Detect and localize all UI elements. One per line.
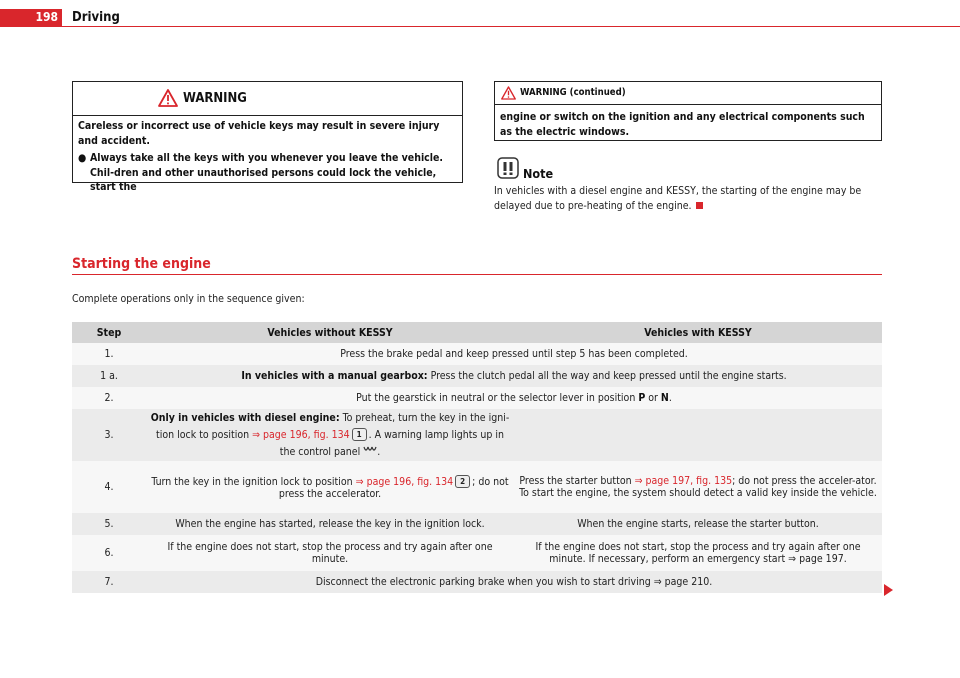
step-text-a: Turn the key in the ignition lock to position — [151, 475, 356, 488]
glow-plug-warning-icon — [363, 445, 377, 454]
step-number: 6. — [72, 535, 146, 571]
step-text-rest: Press the clutch pedal all the way and keep pressed until the engine starts. — [427, 370, 787, 382]
step-text-with-kessy — [514, 461, 882, 513]
step-text-b: ; do not press the acceler-ator. To start the engine, the system should detect a valid key inside the vehicle. — [519, 475, 877, 499]
step-text-with-kessy: If the engine does not start, stop the process and try again after one minute. If necessary, perform an emergency start ⇒ page 197. — [514, 535, 882, 571]
note-icon — [497, 157, 519, 179]
step-bold-label: In vehicles with a manual gearbox: — [241, 370, 428, 382]
header-rule — [0, 26, 960, 27]
header-with-kessy: Vehicles with KESSY — [514, 322, 882, 343]
table-row — [72, 387, 882, 409]
step-text-a: Put the gearstick in neutral or the selector lever in position — [356, 392, 639, 404]
callout-badge: 2 — [455, 475, 470, 488]
step-text-with-kessy: When the engine starts, release the starter button. — [514, 513, 882, 535]
step-text-without-kessy: If the engine does not start, stop the process and try again after one minute. — [146, 535, 514, 571]
step-empty — [514, 409, 882, 461]
page-number: 198 — [0, 9, 62, 26]
bullet-dot: ● — [78, 152, 87, 164]
warning-bullet — [78, 151, 456, 195]
section-intro: Complete operations only in the sequence given: — [72, 293, 305, 305]
step-number: 5. — [72, 513, 146, 535]
callout-badge: 1 — [352, 428, 367, 441]
table-row — [72, 343, 882, 365]
step-or: or — [645, 392, 661, 404]
step-text-without-kessy: When the engine has started, release the key in the ignition lock. — [146, 513, 514, 535]
section-title: Starting the engine — [72, 256, 211, 272]
warning-body — [73, 116, 462, 195]
table-row — [72, 571, 882, 593]
header-without-kessy: Vehicles without KESSY — [146, 322, 514, 343]
step-end: . — [668, 392, 672, 404]
step-text-a: To preheat, turn the key in the igni-tion lock to position — [156, 411, 510, 441]
table-row — [72, 409, 882, 461]
table-row — [72, 461, 882, 513]
warning-header — [73, 82, 462, 116]
table-row — [72, 365, 882, 387]
position-n: N — [660, 392, 669, 404]
warning-box — [72, 81, 463, 193]
step-text — [146, 365, 882, 387]
page-reference-link[interactable]: ⇒ page 196, fig. 134 — [355, 475, 454, 488]
warning-title: WARNING — [183, 91, 247, 106]
step-text-a: Press the starter button — [519, 475, 635, 487]
step-number: 1. — [72, 343, 146, 365]
warning-bullet-text: Always take all the keys with you whenever you leave the vehicle. Chil-dren and other unauthorised persons could lock the vehicle, start the — [90, 152, 444, 193]
note-text: In vehicles with a diesel engine and KESSY, the starting of the engine may be delayed due to pre-heating of the engine. — [494, 185, 862, 212]
header-step: Step — [72, 322, 146, 343]
step-text-without-kessy — [146, 461, 514, 513]
note-body — [494, 184, 886, 214]
note-title: Note — [523, 166, 554, 181]
warning-text: Careless or incorrect use of vehicle keys may result in severe injury and accident. — [78, 120, 440, 147]
warning-triangle-icon — [501, 86, 516, 100]
step-text-b: ; do not press the accelerator. — [278, 475, 509, 500]
continue-arrow-icon — [884, 584, 893, 596]
warning-continued-header — [495, 82, 881, 105]
table-row — [72, 513, 882, 535]
section-rule — [72, 274, 882, 275]
page-reference-link[interactable]: ⇒ page 196, fig. 134 — [252, 428, 350, 441]
table-header-row — [72, 322, 882, 343]
step-text: Press the brake pedal and keep pressed until step 5 has been completed. — [146, 343, 882, 365]
step-text-b: . A warning lamp lights up in the control panel — [279, 428, 504, 458]
table-row — [72, 535, 882, 571]
step-number: 2. — [72, 387, 146, 409]
steps-table — [72, 322, 882, 593]
position-p: P — [638, 392, 646, 404]
step-number: 3. — [72, 409, 146, 461]
page-reference-link[interactable]: ⇒ page 197, fig. 135 — [634, 475, 733, 487]
warning-continued-title: WARNING (continued) — [520, 87, 626, 98]
warning-continued-box — [494, 81, 882, 141]
step-number: 1 a. — [72, 365, 146, 387]
end-mark — [696, 202, 703, 209]
step-bold-label: Only in vehicles with diesel engine: — [150, 411, 340, 424]
step-text — [146, 387, 882, 409]
chapter-title: Driving — [72, 10, 120, 25]
warning-continued-text: engine or switch on the ignition and any electrical components such as the electric windows. — [500, 111, 865, 138]
step-text: Disconnect the electronic parking brake when you wish to start driving ⇒ page 210. — [146, 571, 882, 593]
step-number: 4. — [72, 461, 146, 513]
step-end: . — [377, 445, 381, 458]
step-number: 7. — [72, 571, 146, 593]
step-text — [146, 409, 514, 461]
warning-triangle-icon — [158, 89, 178, 107]
